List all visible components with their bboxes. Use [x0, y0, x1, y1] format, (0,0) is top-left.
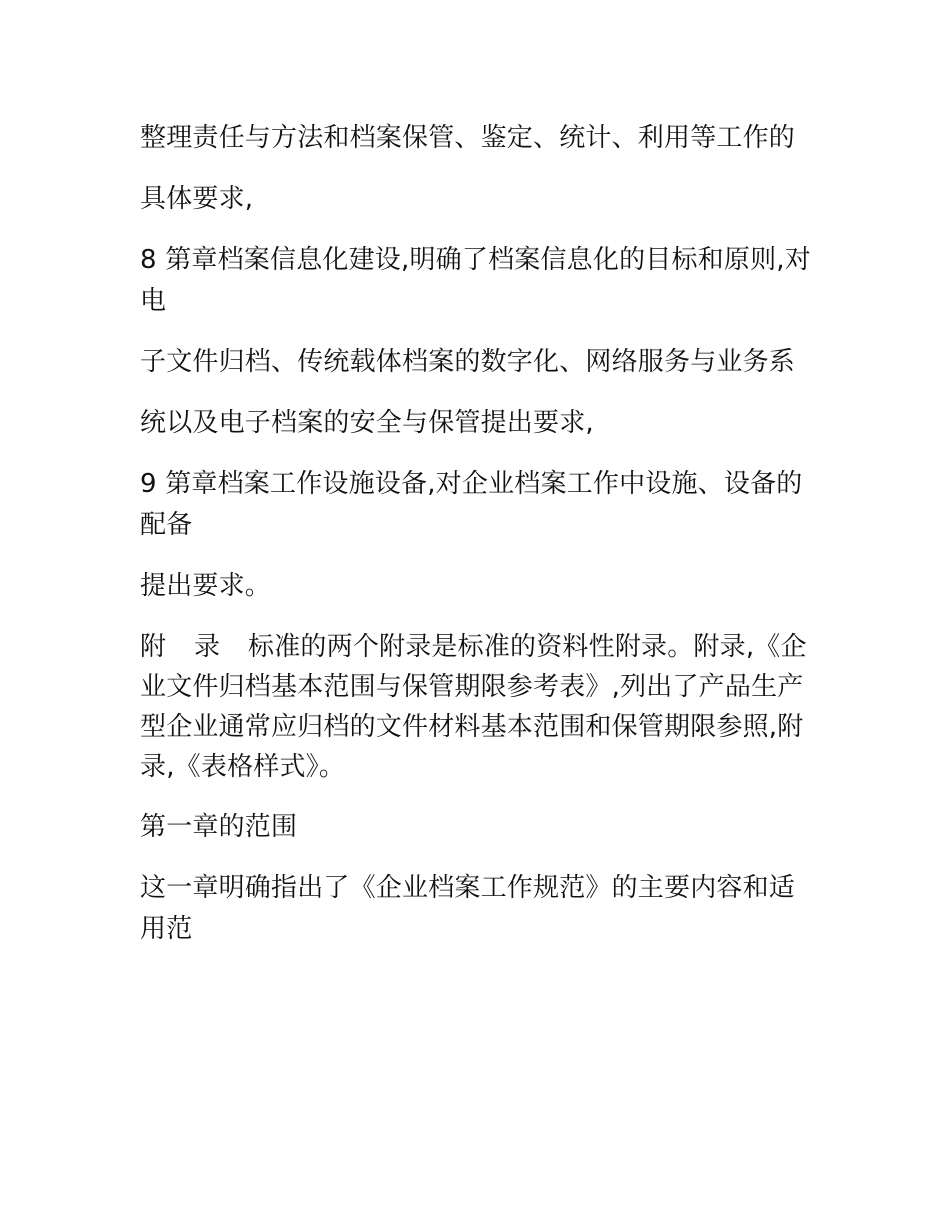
closing-paragraph: 这一章明确指出了《企业档案工作规范》的主要内容和适用范 — [140, 873, 796, 944]
document-body — [140, 118, 812, 970]
section-title: 第一章的范围 — [140, 812, 298, 842]
appendix-label-2: 录 — [194, 632, 221, 662]
appendix-label-1: 附 — [140, 632, 167, 662]
paragraph-2: 具体要求, — [140, 184, 254, 214]
paragraph-4: 子文件归档、传统载体档案的数字化、网络服务与业务系 — [140, 347, 796, 377]
paragraph-5: 统以及电子档案的安全与保管提出要求, — [140, 408, 594, 438]
paragraph-1: 整理责任与方法和档案保管、鉴定、统计、利用等工作的 — [140, 123, 796, 153]
appendix-paragraph — [140, 627, 812, 787]
paragraph-3: 8 第章档案信息化建设,明确了档案信息化的目标和原则,对电 — [140, 245, 811, 316]
paragraph-7: 提出要求。 — [140, 571, 272, 601]
paragraph-6: 9 第章档案工作设施设备,对企业档案工作中设施、设备的配备 — [140, 469, 803, 540]
appendix-text: 标准的两个附录是标准的资料性附录。附录,《企业文件归档基本范围与保管期限参考表》,列出了产品生产型企业通常应归档的文件材料基本范围和保管期限参照,附录,《表格样式》。 — [140, 632, 807, 782]
